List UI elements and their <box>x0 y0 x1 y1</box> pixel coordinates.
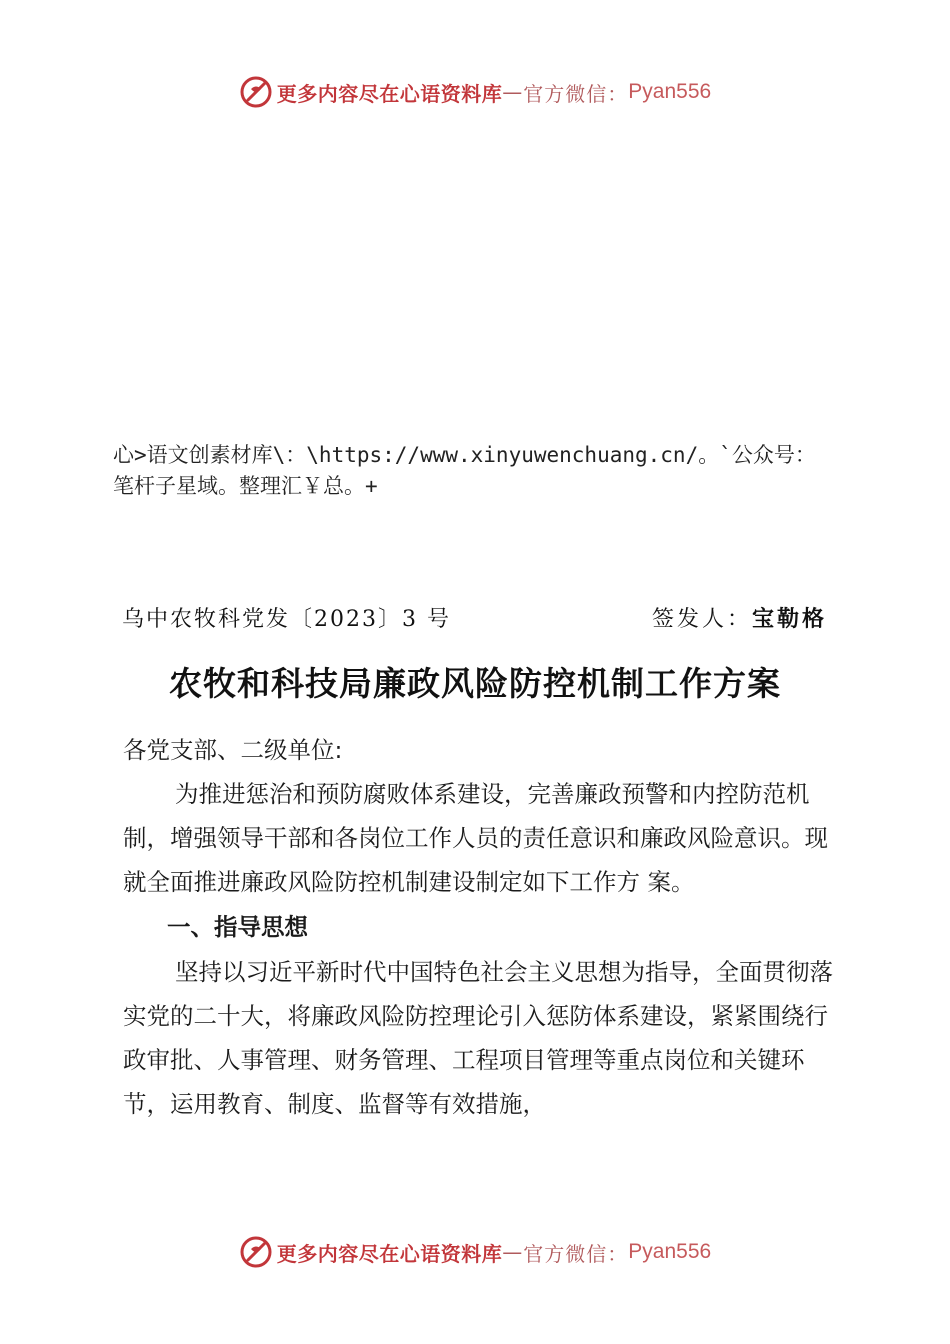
source-note-line1: 心>语文创素材库\：\https://www.xinyuwenchuang.cn/。`公众号： <box>113 443 816 467</box>
seal-logo-icon <box>239 75 273 109</box>
banner-wechat-id: Pyan556 <box>628 1240 712 1263</box>
banner-dash: — <box>502 80 524 104</box>
document-body <box>123 728 843 1126</box>
top-banner <box>0 72 950 112</box>
section-paragraph: 坚持以习近平新时代中国特色社会主义思想为指导，全面贯彻落实党的二十大，将廉政风险防控理论引入惩防体系建设，紧紧围绕行政审批、人事管理、财务管理、工程项目管理等重点岗位和关键环节，运用教育、制度、监督等有效措施， <box>123 958 833 1118</box>
section-heading: 一、指导思想 <box>167 913 308 941</box>
salutation: 各党支部、二级单位: <box>123 736 343 764</box>
source-note <box>113 440 913 502</box>
banner-dash: — <box>502 1240 524 1264</box>
seal-logo-icon <box>239 1235 273 1269</box>
signer <box>652 602 827 633</box>
document-number: 乌中农牧科党发〔2023〕3 号 <box>122 607 451 632</box>
banner-brand-text: 更多内容尽在心语资料库 <box>276 81 503 106</box>
intro-paragraph: 为推进惩治和预防腐败体系建设，完善廉政预警和内控防范机制，增强领导干部和各岗位工作人员的责任意识和廉政风险意识。现就全面推进廉政风险防控机制建设制定如下工作方 案。 <box>123 780 828 896</box>
bottom-banner <box>0 1232 950 1272</box>
banner-brand-text: 更多内容尽在心语资料库 <box>276 1241 503 1266</box>
signer-label: 签发人： <box>652 607 753 632</box>
source-note-line2: 笔杆子星域。整理汇￥总。+ <box>113 474 378 498</box>
banner-wechat-label: 官方微信： <box>523 1241 629 1266</box>
document-title: 农牧和科技局廉政风险防控机制工作方案 <box>169 664 781 703</box>
signer-name: 宝勒格 <box>752 606 828 632</box>
banner-wechat-id: Pyan556 <box>628 80 712 103</box>
banner-wechat-label: 官方微信： <box>523 81 629 106</box>
